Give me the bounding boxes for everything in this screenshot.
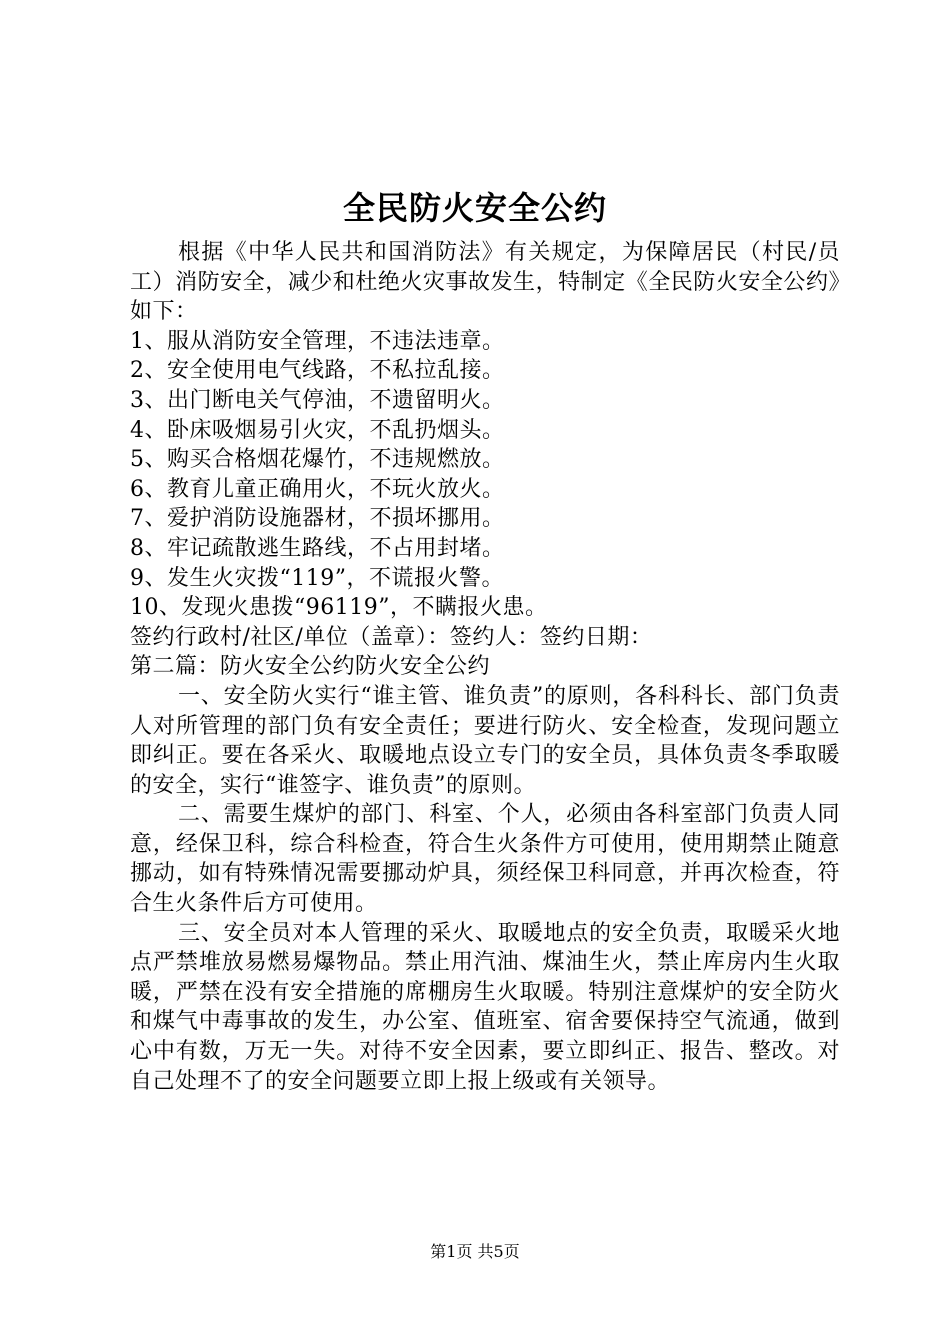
page-footer: 第1页 共5页	[430, 1242, 520, 1261]
list-item: 10、发现火患拨“96119”，不瞒报火患。	[130, 595, 548, 621]
list-item: 4、卧床吸烟易引火灾，不乱扔烟头。	[130, 417, 505, 443]
section-heading: 第二篇：防火安全公约防火安全公约	[130, 654, 491, 680]
list-item: 1、服从消防安全管理，不违法违章。	[130, 328, 505, 354]
intro-paragraph: 根据《中华人民共和国消防法》有关规定，为保障居民（村民/员工）消防安全，减少和杜绝火灾事故发生，特制定《全民防火安全公约》如下：	[130, 240, 840, 325]
body-paragraph: 一、安全防火实行“谁主管、谁负责”的原则，各科科长、部门负责人对所管理的部门负有安全责任；要进行防火、安全检查，发现问题立即纠正。要在各采火、取暖地点设立专门的安全员，具体负责冬季取暖的安全，实行“谁签字、谁负责”的原则。	[130, 683, 840, 798]
body-paragraph: 二、需要生煤炉的部门、科室、个人，必须由各科室部门负责人同意，经保卫科，综合科检查，符合生火条件方可使用，使用期禁止随意挪动，如有特殊情况需要挪动炉具，须经保卫科同意，并再次检查，符合生火条件后方可使用。	[130, 802, 840, 917]
list-item: 3、出门断电关气停油，不遗留明火。	[130, 387, 505, 413]
list-item: 6、教育儿童正确用火，不玩火放火。	[130, 476, 505, 502]
list-item: 8、牢记疏散逃生路线，不占用封堵。	[130, 535, 505, 561]
list-item: 9、发生火灾拨“119”，不谎报火警。	[130, 565, 504, 591]
document-title: 全民防火安全公约	[342, 189, 607, 227]
body-paragraph: 三、安全员对本人管理的采火、取暖地点的安全负责，取暖采火地点严禁堆放易燃易爆物品。禁止用汽油、煤油生火，禁止库房内生火取暖，严禁在没有安全措施的席棚房生火取暖。特别注意煤炉的安全防火和煤气中毒事故的发生，办公室、值班室、宿舍要保持空气流通，做到心中有数，万无一失。对待不安全因素，要立即纠正、报告、整改。对自己处理不了的安全问题要立即上报上级或有关领导。	[130, 920, 840, 1094]
list-item: 5、购买合格烟花爆竹，不违规燃放。	[130, 447, 505, 473]
signature-line: 签约行政村/社区/单位（盖章）：签约人：签约日期：	[130, 624, 653, 650]
list-item: 7、爱护消防设施器材，不损坏挪用。	[130, 506, 505, 532]
list-item: 2、安全使用电气线路，不私拉乱接。	[130, 358, 505, 384]
document-body	[130, 238, 840, 1096]
